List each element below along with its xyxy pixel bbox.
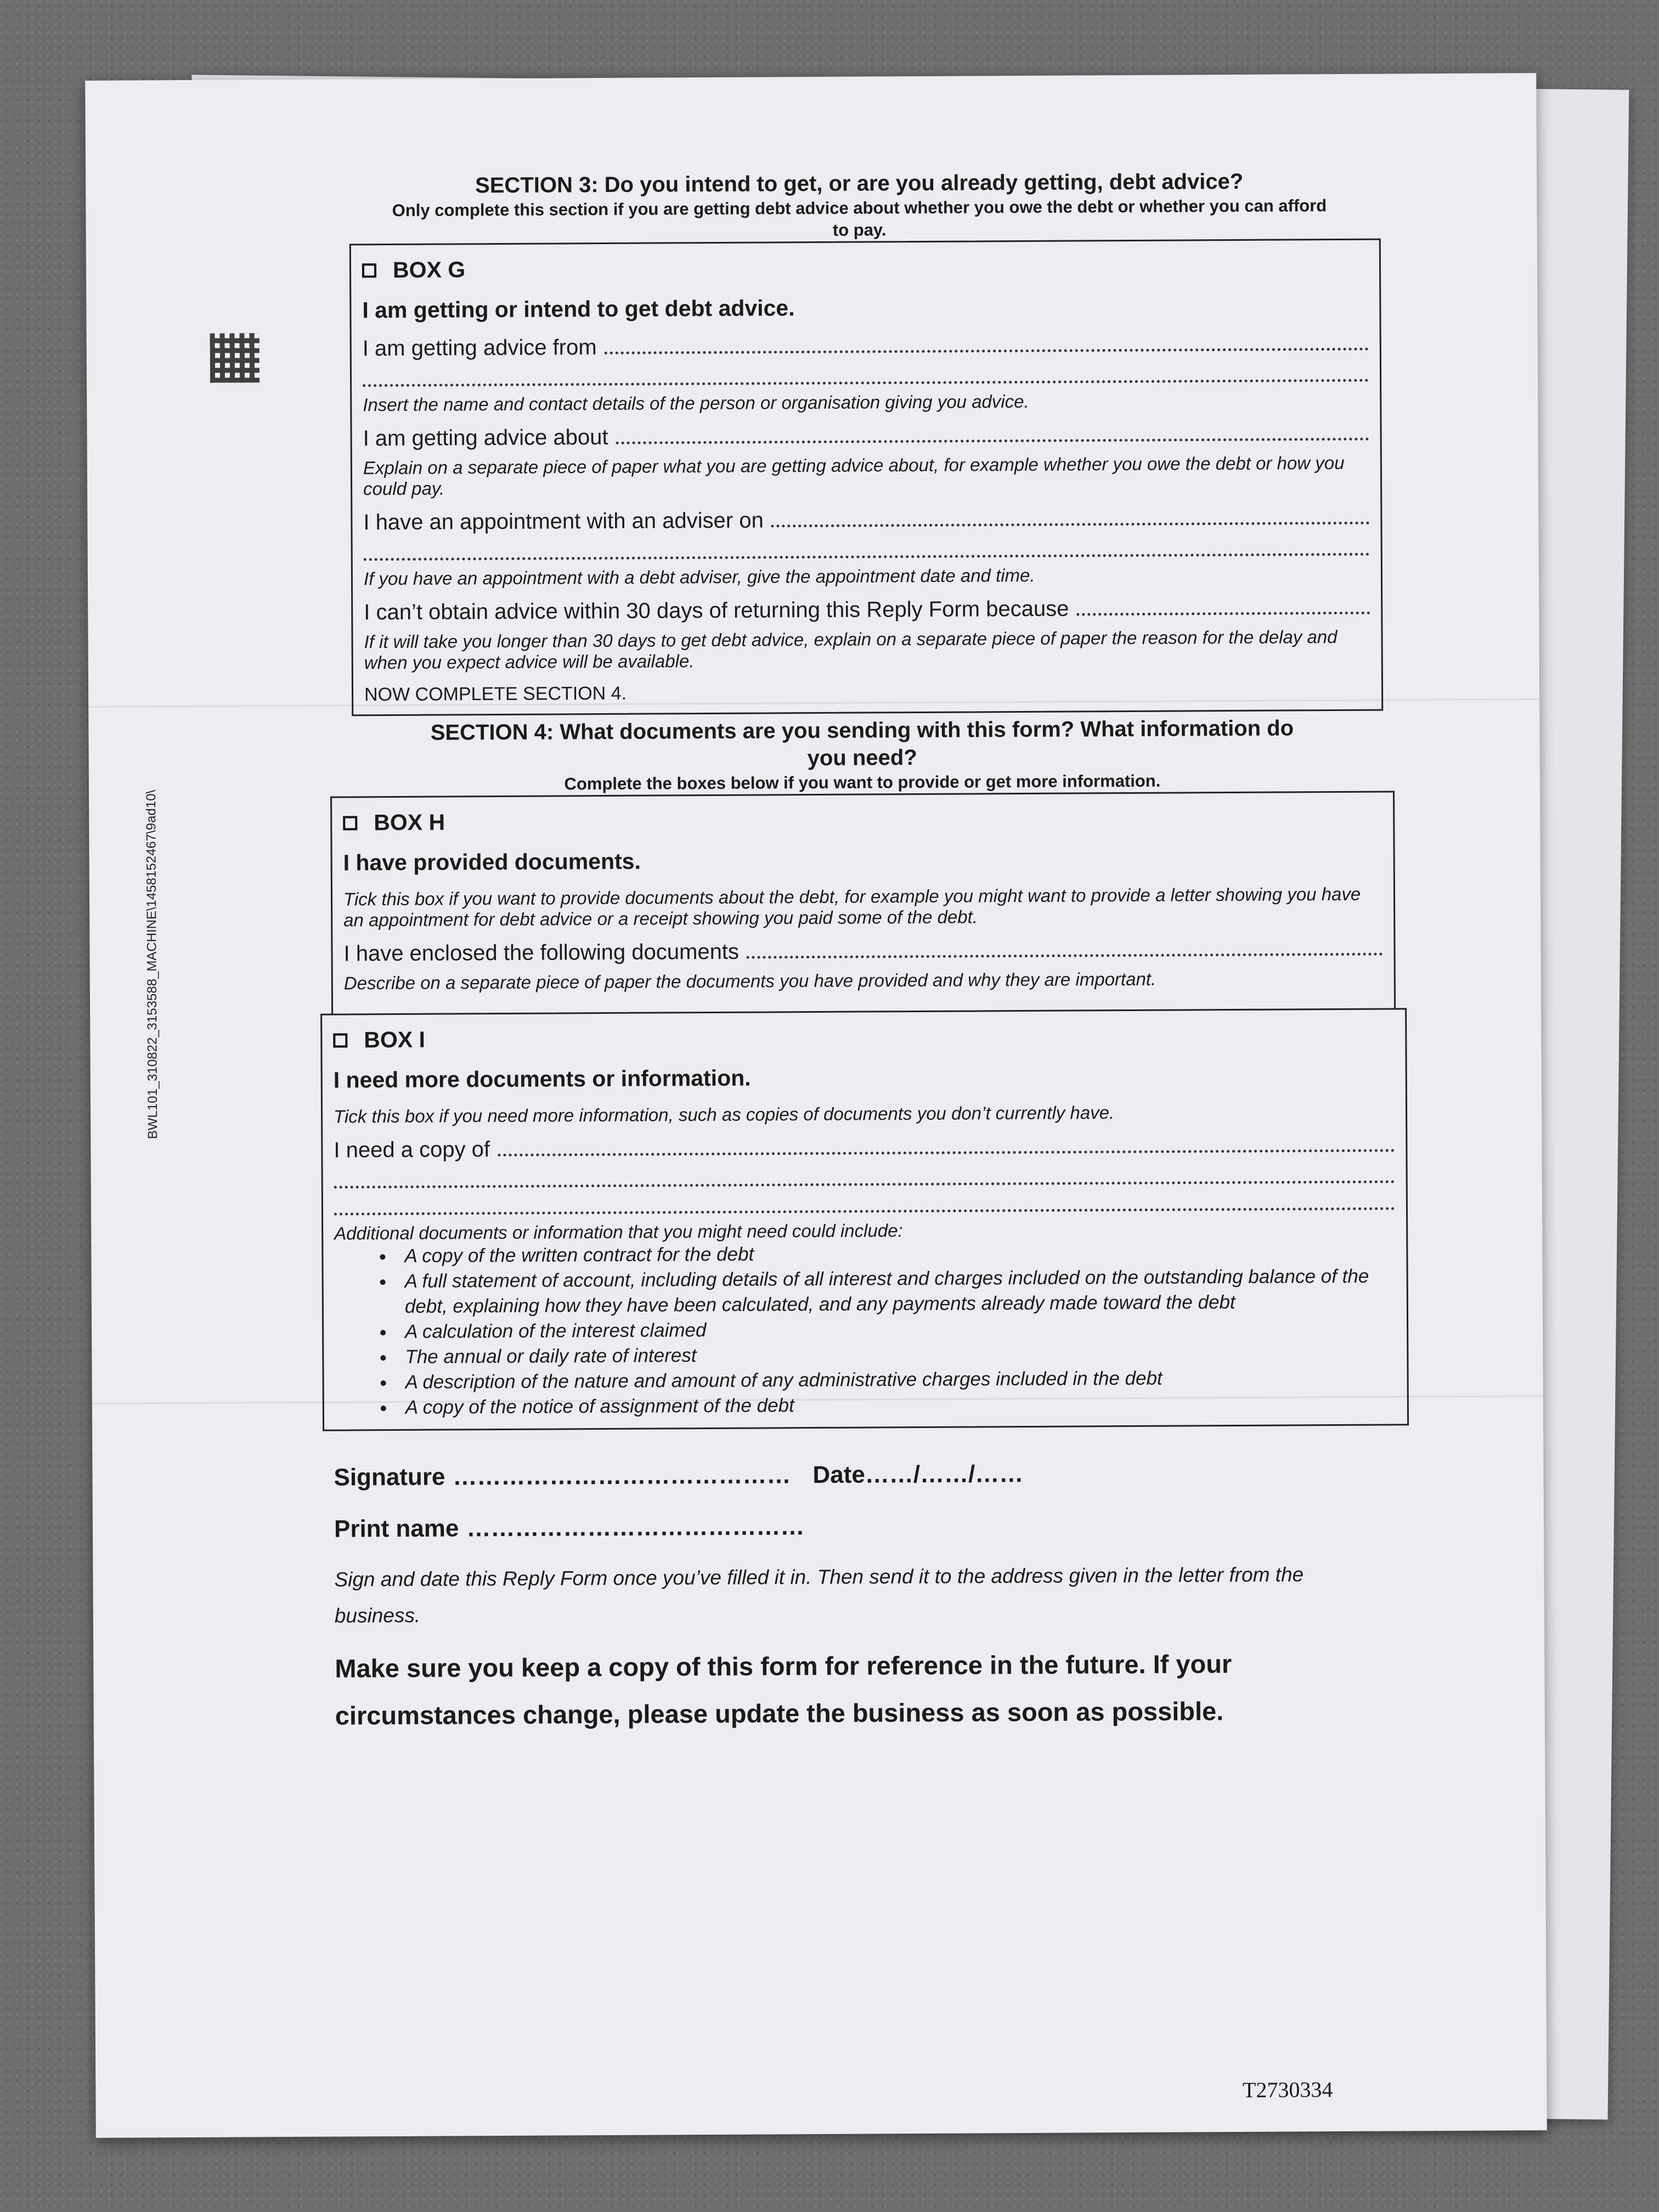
box-i-note: Tick this box if you need more information, such as copies of documents you don’t currently have. [333,1102,1115,1127]
additional-documents-list [334,1238,1396,1420]
closing-message: Make sure you keep a copy of this form for reference in the future. If your circumstances change, please update the business as soon as possible. [335,1649,1232,1730]
sign-instruction: Sign and date this Reply Form once you’ve filled it in. Then send it to the address given in the letter from the business. [334,1563,1304,1627]
signature-row [334,1459,1376,1492]
cant-obtain-input[interactable] [1076,612,1370,616]
box-h-label: BOX H [374,809,445,836]
additional-intro: Additional documents or information that you might need could include: [334,1220,903,1244]
advice-about-note: Explain on a separate piece of paper what you are getting advice about, for example whether you owe the debt or how you could pay. [363,452,1345,499]
cant-obtain-label: I can’t obtain advice within 30 days of returning this Reply Form because [364,596,1069,625]
copy-of-input-line3[interactable] [334,1190,1395,1215]
section3-title: SECTION 3: Do you intend to get, or are you already getting, debt advice? [475,169,1244,198]
copy-of-label: I need a copy of [334,1137,490,1163]
describe-note: Describe on a separate piece of paper the documents you have provided and why they are important. [343,968,1156,994]
list-item: • A calculation of the interest claimed [395,1314,1396,1345]
signature-block [334,1459,1378,1740]
print-name-label: Print name [334,1515,459,1543]
advice-about-field[interactable] [363,421,1369,452]
copy-of-input-line2[interactable] [334,1164,1395,1188]
copy-of-field[interactable] [334,1132,1395,1163]
next-section-instruction: NOW COMPLETE SECTION 4. [364,682,627,706]
list-item: • A copy of the written contract for the debt [394,1238,1395,1269]
enclosed-field[interactable] [343,936,1383,967]
section4-title: SECTION 4: What documents are you sending with this form? What information do you need? [430,716,1294,771]
barcode-icon [210,333,259,382]
advice-about-label: I am getting advice about [363,425,608,451]
print-name-row [334,1510,1376,1543]
box-i-checkbox[interactable] [333,1033,347,1047]
appointment-field[interactable] [363,505,1369,535]
document-code: BWL101_310822_3153588_MACHINE\1458152467\9ad10\ [143,789,161,1139]
box-i-label: BOX I [364,1026,426,1053]
advice-from-note: Insert the name and contact details of the person or organisation giving you advice. [363,391,1029,415]
advice-from-label: I am getting advice from [362,335,597,361]
advice-from-input[interactable] [605,348,1369,354]
cant-obtain-note: If it will take you longer than 30 days to get debt advice, explain on a separate piece of paper the reason for the delay and when you expect advice will be available. [364,627,1338,673]
box-g-label: BOX G [392,257,466,283]
cant-obtain-field[interactable] [364,595,1370,625]
advice-from-field[interactable] [363,331,1369,362]
box-h [330,791,1396,1013]
section3-subtitle: Only complete this section if you are getting debt advice about whether you owe the debt or whether you can afford to pay. [392,196,1327,240]
list-item: • A full statement of account, including details of all interest and charges included on the outstanding balance of the debt, explaining how they have been calculated, and any payments already made toward the debt [395,1263,1396,1319]
box-i [320,1008,1409,1431]
box-h-checkbox[interactable] [343,816,357,830]
box-g-header [362,252,1368,284]
appointment-note: If you have an appointment with a debt adviser, give the appointment date and time. [363,565,1035,589]
box-g [349,239,1383,716]
enclosed-label: I have enclosed the following documents [343,939,740,966]
box-g-lead: I am getting or intend to get debt advice. [362,295,795,323]
box-h-lead: I have provided documents. [343,848,641,876]
advice-from-input-line2[interactable] [363,363,1369,387]
box-i-header [333,1022,1394,1053]
form-body [316,167,1410,1739]
reference-number: T2730334 [1242,2077,1333,2102]
date-field[interactable]: Date……/……/…… [812,1460,1024,1489]
list-item: • A copy of the notice of assignment of the debt [396,1390,1396,1420]
list-item: • The annual or daily rate of interest [395,1339,1396,1370]
print-name-input[interactable]: …………………………………… [466,1513,805,1542]
box-h-note: Tick this box if you want to provide documents about the debt, for example you might want to provide a letter showing you have an appointment for debt advice or a receipt showing you paid some of the debt. [343,883,1361,930]
appointment-input[interactable] [771,522,1370,528]
signature-input[interactable]: …………………………………… [453,1462,791,1491]
section4-subtitle: Complete the boxes below if you want to provide or get more information. [564,771,1161,794]
signature-label: Signature [334,1463,445,1491]
advice-about-input[interactable] [616,438,1369,444]
box-h-header [343,805,1382,836]
box-i-lead: I need more documents or information. [333,1065,751,1093]
enclosed-input[interactable] [747,953,1383,959]
copy-of-input[interactable] [498,1149,1395,1156]
list-item: • A description of the nature and amount of any administrative charges included in the debt [396,1364,1396,1395]
reply-form-page [85,73,1547,2138]
appointment-label: I have an appointment with an adviser on [363,508,764,535]
appointment-input-line2[interactable] [364,537,1370,561]
box-g-checkbox[interactable] [362,263,376,278]
